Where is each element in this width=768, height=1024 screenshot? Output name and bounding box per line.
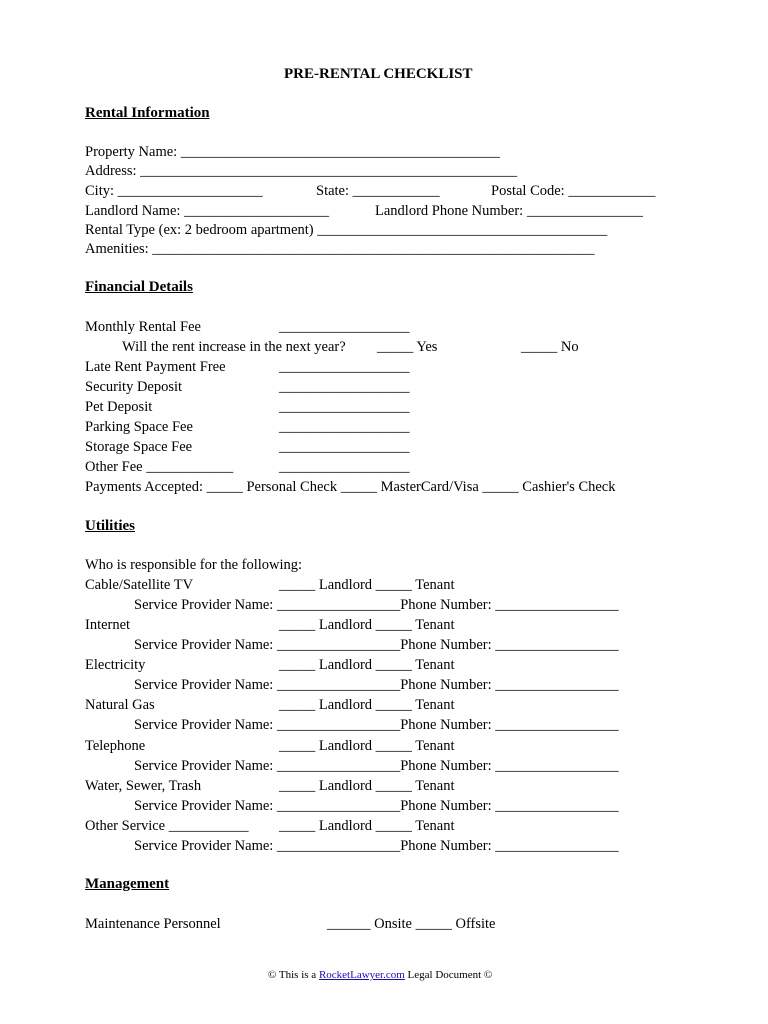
utility-provider-row[interactable]: Service Provider Name: _________________Phone Number: _________________ [134, 597, 619, 613]
page-title: PRE-RENTAL CHECKLIST [284, 66, 473, 82]
utility-provider-row[interactable]: Service Provider Name: _________________Phone Number: _________________ [134, 838, 619, 854]
payments-accepted[interactable]: Payments Accepted: _____ Personal Check _____ MasterCard/Visa _____ Cashier's Check [85, 479, 616, 495]
utility-label: Internet [85, 617, 131, 633]
storage-fee-blank[interactable]: __________________ [279, 439, 410, 455]
rent-increase-yes[interactable]: _____ Yes [377, 339, 438, 355]
landlord-name-field[interactable]: Landlord Name: ____________________ [85, 203, 330, 219]
utility-label: Cable/Satellite TV [85, 577, 194, 593]
rent-increase-question: Will the rent increase in the next year? [122, 339, 346, 355]
management-heading: Management [85, 876, 170, 892]
utility-provider-row[interactable]: Service Provider Name: _________________Phone Number: _________________ [134, 637, 619, 653]
utility-label: Telephone [85, 738, 146, 754]
other-fee-label[interactable]: Other Fee ____________ [85, 459, 234, 475]
utility-provider-row[interactable]: Service Provider Name: _________________Phone Number: _________________ [134, 758, 619, 774]
footer-prefix: © This is a [268, 969, 319, 981]
parking-fee-label: Parking Space Fee [85, 419, 193, 435]
utility-responsibility[interactable]: _____ Landlord _____ Tenant [279, 778, 455, 794]
utility-label: Water, Sewer, Trash [85, 778, 202, 794]
maintenance-label: Maintenance Personnel [85, 916, 221, 932]
other-fee-blank[interactable]: __________________ [279, 459, 410, 475]
footer-suffix: Legal Document © [404, 969, 493, 981]
postal-code-field[interactable]: Postal Code: ____________ [491, 183, 656, 199]
utility-label-other[interactable]: Other Service ___________ [85, 818, 249, 834]
utility-responsibility[interactable]: _____ Landlord _____ Tenant [279, 657, 455, 673]
rental-info-heading: Rental Information [85, 105, 210, 121]
rocketlawyer-link[interactable]: RocketLawyer.com [318, 969, 405, 981]
amenities-field[interactable]: Amenities: _____________________________________________________________ [85, 241, 595, 257]
footer [268, 966, 492, 984]
utilities-heading: Utilities [85, 518, 135, 534]
utilities-intro: Who is responsible for the following: [85, 557, 303, 573]
utility-responsibility[interactable]: _____ Landlord _____ Tenant [279, 738, 455, 754]
storage-fee-label: Storage Space Fee [85, 439, 193, 455]
pet-deposit-label: Pet Deposit [85, 399, 153, 415]
rental-type-field[interactable]: Rental Type (ex: 2 bedroom apartment) ________________________________________ [85, 222, 608, 238]
landlord-phone-field[interactable]: Landlord Phone Number: ________________ [375, 203, 643, 219]
security-deposit-label: Security Deposit [85, 379, 183, 395]
utility-provider-row[interactable]: Service Provider Name: _________________Phone Number: _________________ [134, 717, 619, 733]
utility-responsibility[interactable]: _____ Landlord _____ Tenant [279, 577, 455, 593]
monthly-fee-label: Monthly Rental Fee [85, 319, 201, 335]
property-name-field[interactable]: Property Name: ____________________________________________ [85, 144, 500, 160]
rent-increase-no[interactable]: _____ No [521, 339, 579, 355]
utility-label: Electricity [85, 657, 146, 673]
monthly-fee-blank[interactable]: __________________ [279, 319, 410, 335]
pet-deposit-blank[interactable]: __________________ [279, 399, 410, 415]
city-field[interactable]: City: ____________________ [85, 183, 263, 199]
utility-responsibility[interactable]: _____ Landlord _____ Tenant [279, 617, 455, 633]
maintenance-options[interactable]: ______ Onsite _____ Offsite [327, 916, 496, 932]
late-fee-label: Late Rent Payment Free [85, 359, 226, 375]
security-deposit-blank[interactable]: __________________ [279, 379, 410, 395]
financial-heading: Financial Details [85, 279, 193, 295]
utility-label: Natural Gas [85, 697, 155, 713]
state-field[interactable]: State: ____________ [316, 183, 440, 199]
utility-responsibility[interactable]: _____ Landlord _____ Tenant [279, 818, 455, 834]
utility-responsibility[interactable]: _____ Landlord _____ Tenant [279, 697, 455, 713]
utility-provider-row[interactable]: Service Provider Name: _________________Phone Number: _________________ [134, 798, 619, 814]
parking-fee-blank[interactable]: __________________ [279, 419, 410, 435]
utility-provider-row[interactable]: Service Provider Name: _________________Phone Number: _________________ [134, 677, 619, 693]
late-fee-blank[interactable]: __________________ [279, 359, 410, 375]
address-field[interactable]: Address: ____________________________________________________ [85, 163, 518, 179]
